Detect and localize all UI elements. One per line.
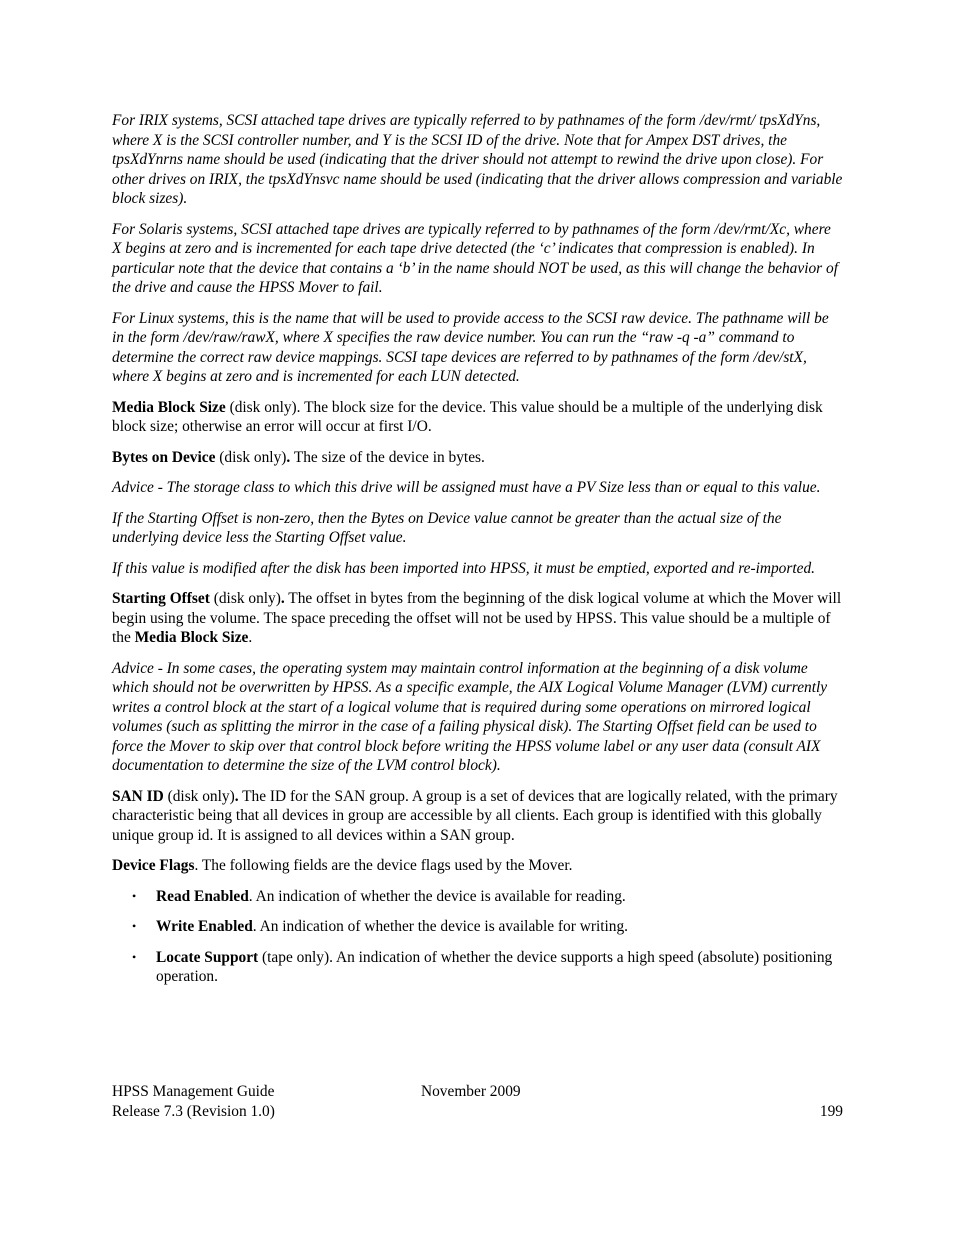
flag-text: . An indication of whether the device is available for reading. bbox=[248, 887, 626, 905]
footer-guide-title: HPSS Management Guide bbox=[112, 1083, 275, 1100]
device-flags-text: . The following fields are the device flags used by the Mover. bbox=[194, 857, 573, 874]
bytes-on-device-text: The size of the device in bytes. bbox=[290, 448, 485, 466]
irix-paragraph: For IRIX systems, SCSI attached tape drives are typically referred to by pathnames of the form /dev/rmt/ tpsXdYns, where X is the SCSI controller number, and Y is the SCSI ID of the drive. Note that for Ampex DST drives, the tpsXdYnrns name should be used (indicating that the driver should not attempt to rewind the drive upon close). For other drives on IRIX, the tpsXdYnsvc name should be used (indicating that the driver allows compression and variable block sizes). bbox=[112, 112, 843, 207]
bullet-icon: • bbox=[132, 888, 137, 903]
footer-page-number: 199 bbox=[819, 1103, 843, 1120]
san-id-paragraph bbox=[112, 787, 843, 846]
starting-offset-scope: (disk only) bbox=[209, 590, 281, 607]
bytes-on-device-scope: (disk only) bbox=[215, 448, 287, 466]
modified-after-import-paragraph: If this value is modified after the disk has been imported into HPSS, it must be emptied, exported and re-imported. bbox=[112, 559, 816, 577]
san-id-scope: (disk only) bbox=[163, 787, 235, 805]
bullet-icon: • bbox=[132, 949, 137, 964]
flag-term: Locate Support bbox=[156, 948, 259, 966]
footer-release: Release 7.3 (Revision 1.0) bbox=[112, 1103, 275, 1120]
page-footer bbox=[112, 1082, 843, 1122]
flag-term: Write Enabled bbox=[156, 918, 253, 935]
solaris-paragraph: For Solaris systems, SCSI attached tape drives are typically referred to by pathnames of the form /dev/rmt/Xc, where X begins at zero and is incremented for each tape drive detected (the ‘c’ indicates that compression is enabled). In particular note that the device that contains a ‘b’ in the name should NOT be used, as this will change the behavior of the drive and cause the HPSS Mover to fail. bbox=[112, 220, 838, 296]
starting-offset-paragraph bbox=[112, 589, 843, 648]
bytes-on-device-term: Bytes on Device bbox=[112, 448, 216, 466]
list-item bbox=[112, 917, 843, 937]
media-block-size-paragraph bbox=[112, 398, 843, 437]
media-block-size-text: (disk only). The block size for the device. This value should be a multiple of the underlying disk block size; otherwise an error will occur at first I/O. bbox=[112, 398, 823, 435]
advice-pv-size-paragraph: Advice - The storage class to which this drive will be assigned must have a PV Size less than or equal to this value. bbox=[112, 479, 821, 496]
san-id-term: SAN ID bbox=[112, 787, 164, 805]
device-flags-list bbox=[112, 887, 843, 987]
starting-offset-dot: . bbox=[280, 590, 285, 607]
starting-offset-ref: Media Block Size bbox=[134, 629, 249, 646]
starting-offset-text: The offset in bytes from the beginning of the disk logical volume at which the Mover will begin using the volume. The space preceding the offset will not be used by HPSS. This value should be a multiple of the bbox=[112, 590, 842, 646]
linux-paragraph: For Linux systems, this is the name that will be used to provide access to the SCSI raw device. The pathname will be in the form /dev/raw/rawX, where X specifies the raw device number. You can run the “raw -q -a” command to determine the correct raw device mappings. SCSI tape devices are referred to by pathnames of the form /dev/stX, where X begins at zero and is incremented for each LUN detected. bbox=[112, 309, 829, 385]
advice-lvm-paragraph: Advice - In some cases, the operating system may maintain control information at the beginning of a disk volume which should not be overwritten by HPSS. As a specific example, the AIX Logical Volume Manager (LVM) currently writes a control block at the start of a logical volume that is required during some operations on mirrored logical volumes (such as splitting the mirror in the case of a failing physical disk). The Starting Offset field can be used to force the Mover to skip over that control block before writing the HPSS volume label or any user data (consult AIX documentation to determine the size of the LVM control block). bbox=[112, 659, 828, 774]
san-id-text: The ID for the SAN group. A group is a set of devices that are logically related, with the primary characteristic being that all devices in group are accessible by all clients. Each group is identified with this globally unique group id. It is assigned to all devices within a SAN group. bbox=[112, 787, 838, 844]
page-body bbox=[112, 111, 843, 998]
device-flags-paragraph bbox=[112, 856, 843, 876]
bullet-icon: • bbox=[132, 919, 137, 933]
list-item bbox=[112, 887, 843, 907]
flag-term: Read Enabled bbox=[156, 887, 249, 905]
flag-text: (tape only). An indication of whether the device supports a high speed (absolute) positioning operation. bbox=[156, 948, 833, 985]
bytes-on-device-dot: . bbox=[286, 448, 291, 466]
media-block-size-term: Media Block Size bbox=[112, 398, 226, 416]
footer-date: November 2009 bbox=[421, 1083, 521, 1100]
starting-offset-end: . bbox=[248, 629, 253, 646]
san-id-dot: . bbox=[234, 787, 239, 805]
bytes-on-device-paragraph bbox=[112, 448, 843, 468]
starting-offset-nonzero-paragraph: If the Starting Offset is non-zero, then the Bytes on Device value cannot be greater than the actual size of the underlying device less the Starting Offset value. bbox=[112, 509, 782, 546]
starting-offset-term: Starting Offset bbox=[112, 590, 210, 607]
flag-text: . An indication of whether the device is available for writing. bbox=[252, 918, 629, 935]
list-item bbox=[112, 948, 843, 987]
device-flags-term: Device Flags bbox=[112, 857, 195, 874]
